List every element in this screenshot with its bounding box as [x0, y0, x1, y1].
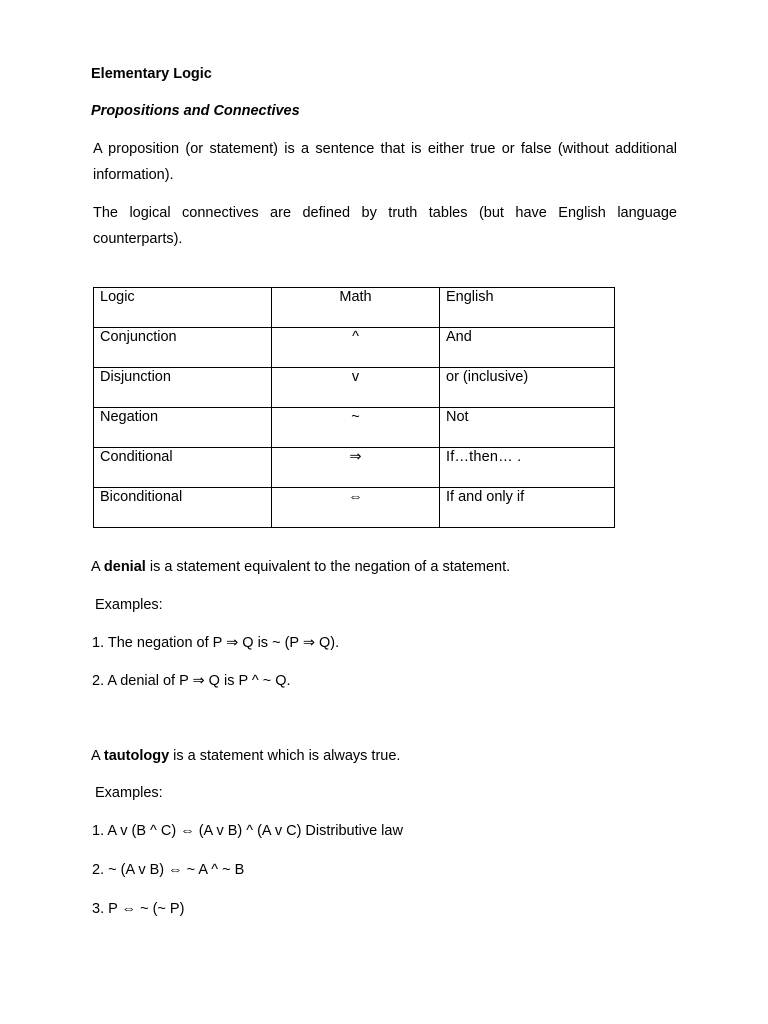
section-heading: Propositions and Connectives [91, 103, 300, 119]
denial-example: 2. A denial of P ⇒ Q is P ^ ~ Q. [92, 673, 291, 689]
denial-suffix: is a statement equivalent to the negation of a statement. [145, 559, 511, 575]
connectives-table [93, 287, 615, 528]
table-cell: v [272, 368, 440, 408]
table-cell: ⇔ [272, 488, 440, 528]
tautology-term: tautology [103, 748, 170, 764]
table-cell: And [440, 328, 615, 368]
table-cell: or (inclusive) [440, 368, 615, 408]
table-cell: Conditional [94, 448, 272, 488]
table-cell: Biconditional [94, 488, 272, 528]
table-cell: Disjunction [94, 368, 272, 408]
tautology-examples-label: Examples: [95, 785, 163, 801]
table-cell: Not [440, 408, 615, 448]
table-header-row [94, 288, 615, 328]
denial-example: 1. The negation of P ⇒ Q is ~ (P ⇒ Q). [92, 635, 340, 651]
table-row [94, 328, 615, 368]
page-title: Elementary Logic [91, 66, 212, 82]
table-cell: If and only if [440, 488, 615, 528]
table-header-cell: Math [272, 288, 440, 328]
proposition-paragraph: A proposition (or statement) is a sentence that is either true or false (without additional information). [93, 141, 677, 183]
table-cell: ~ [272, 408, 440, 448]
denial-term: denial [103, 559, 146, 575]
table-row [94, 448, 615, 488]
tautology-prefix: A [91, 748, 104, 764]
denial-prefix: A [91, 559, 104, 575]
tautology-example: 3. P ⇔ ~ (~ P) [92, 901, 185, 917]
table-cell: ^ [272, 328, 440, 368]
tautology-example: 1. A v (B ^ C) ⇔ (A v B) ^ (A v C) Distributive law [92, 823, 403, 839]
table-row [94, 368, 615, 408]
table-row [94, 408, 615, 448]
tautology-suffix: is a statement which is always true. [169, 748, 401, 764]
tautology-definition [91, 748, 400, 764]
denial-examples-label: Examples: [95, 597, 163, 613]
table-cell: ⇒ [272, 448, 440, 488]
tautology-example: 2. ~ (A v B) ⇔ ~ A ^ ~ B [92, 862, 245, 878]
table-header-cell: English [440, 288, 615, 328]
denial-definition [91, 559, 510, 575]
table-row [94, 488, 615, 528]
table-cell: Conjunction [94, 328, 272, 368]
table-cell: Negation [94, 408, 272, 448]
table-cell: If…then… . [440, 448, 615, 488]
connectives-paragraph: The logical connectives are defined by truth tables (but have English language counterparts). [93, 205, 677, 247]
table-header-cell: Logic [94, 288, 272, 328]
